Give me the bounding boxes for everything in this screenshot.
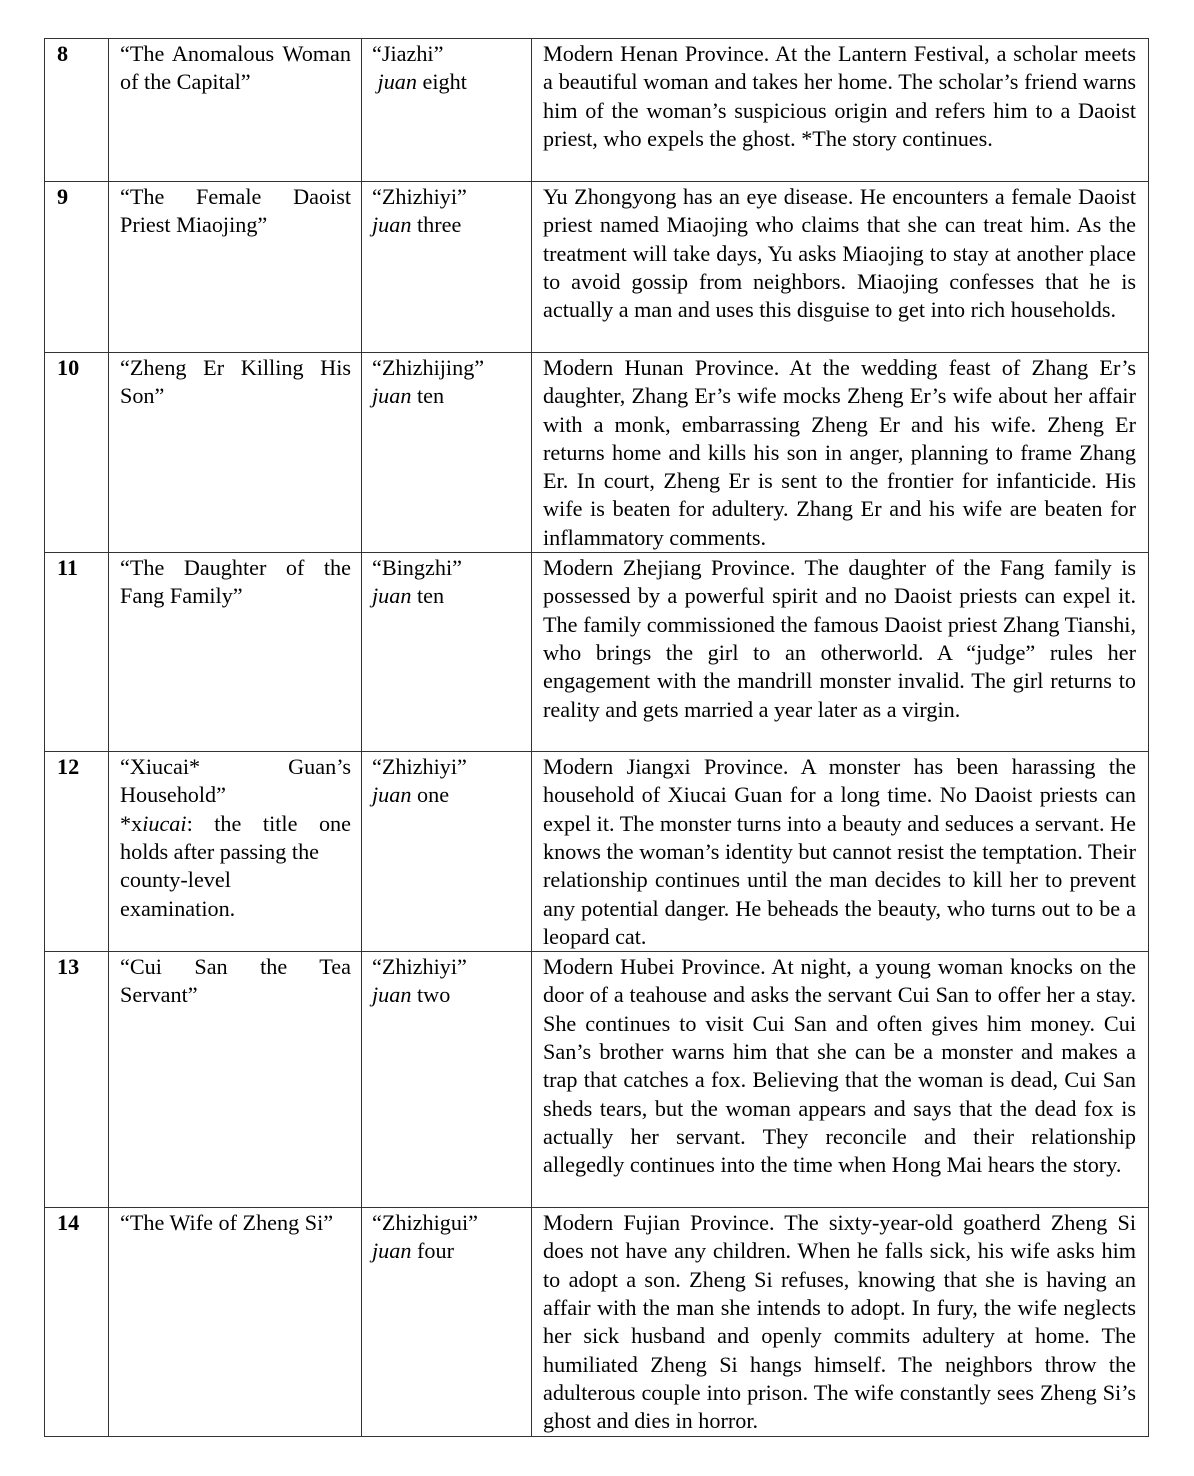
juan-label: juan [372, 1238, 412, 1264]
story-summary: Modern Hubei Province. At night, a young woman knocks on the door of a teahouse and asks the servant Cui San to offer her a stay. She continues to visit Cui San and often gives him money. Cui San’s brother warns him that she can be a monster and makes a trap that catches a fox. Believing that the woman is dead, Cui San sheds tears, but the woman appears and says that the dead fox is actually her servant. They reconcile and their relationship allegedly continues into the time when Hong Mai hears the story. [532, 952, 1149, 1208]
story-source [362, 353, 532, 553]
story-title-text: “The Female Daoist Priest Miaojing” [120, 184, 351, 238]
source-juan [372, 781, 520, 809]
story-summary: Modern Henan Province. At the Lantern Festival, a scholar meets a beautiful woman and takes her home. The scholar’s friend warns him of the woman’s suspicious origin and refers him to a Daoist priest, who expels the ghost. *The story continues. [532, 39, 1149, 182]
source-juan [372, 981, 520, 1009]
footnote-line: examination. [120, 895, 236, 921]
table-row [45, 39, 1149, 182]
juan-number: one [417, 782, 450, 808]
row-number: 13 [45, 952, 109, 1208]
story-title-text: “The Wife of Zheng Si” [120, 1210, 334, 1236]
juan-label: juan [372, 782, 412, 808]
table-row [45, 1208, 1149, 1436]
source-juan [372, 382, 520, 410]
table-row [45, 182, 1149, 353]
story-source [362, 752, 532, 952]
story-source [362, 1208, 532, 1436]
juan-label: juan [372, 212, 412, 238]
table-row [45, 752, 1149, 952]
story-title-text: “Cui San the Tea Servant” [120, 954, 351, 1008]
source-juan [372, 211, 520, 239]
row-number: 12 [45, 752, 109, 952]
story-title [109, 952, 362, 1208]
footnote-prefix: *x [120, 810, 143, 836]
row-number: 10 [45, 353, 109, 553]
juan-number: ten [417, 383, 445, 409]
source-name: “Zhizhigui” [372, 1210, 478, 1236]
juan-number: four [417, 1238, 454, 1264]
story-summary: Modern Jiangxi Province. A monster has been harassing the household of Xiucai Guan for a long time. No Daoist priests can expel it. The monster turns into a beauty and seduces a servant. He knows the woman’s identity but cannot resist the temptation. Their relationship continues until the man decides to kill her to prevent any potential danger. He beheads the beauty, who turns out to be a leopard cat. [532, 752, 1149, 952]
story-title [109, 1208, 362, 1436]
story-source [362, 39, 532, 182]
story-title-text: “Zheng Er Killing His Son” [120, 355, 351, 409]
story-title-text: “Xiucai* Guan’s Household” [120, 754, 351, 808]
footnote-term: iucai [142, 810, 187, 836]
story-source [362, 553, 532, 752]
story-title [109, 752, 362, 952]
story-summary: Modern Hunan Province. At the wedding feast of Zhang Er’s daughter, Zhang Er’s wife mocks Zheng Er’s wife about her affair with a monk, embarrassing Zheng Er and his wife. Zheng Er returns home and kills his son in anger, planning to frame Zhang Er. In court, Zheng Er is sent to the frontier for infanticide. His wife is beaten for adultery. Zhang Er and his wife are beaten for inflammatory comments. [532, 353, 1149, 553]
juan-number: three [417, 212, 462, 238]
juan-label: juan [377, 69, 417, 95]
juan-number: eight [422, 69, 467, 95]
source-name: “Jiazhi” [372, 41, 444, 66]
source-juan [372, 582, 520, 610]
source-juan [372, 1237, 520, 1265]
footnote-text: : the title one holds after passing the [120, 810, 351, 864]
footnote-line: county-level [120, 867, 231, 893]
row-number: 8 [45, 39, 109, 182]
source-name: “Zhizhijing” [372, 355, 485, 380]
story-summary: Modern Fujian Province. The sixty-year-old goatherd Zheng Si does not have any children. When he falls sick, his wife asks him to adopt a son. Zheng Si refuses, knowing that she is having an affair with the man she intends to adopt. In fury, the wife neglects her sick husband and openly commits adultery at home. The humiliated Zheng Si hangs himself. The neighbors throw the adulterous couple into prison. The wife constantly sees Zheng Si’s ghost and dies in horror. [532, 1208, 1149, 1436]
row-number: 9 [45, 182, 109, 353]
story-source [362, 952, 532, 1208]
story-summary: Yu Zhongyong has an eye disease. He encounters a female Daoist priest named Miaojing who claims that she can treat him. As the treatment will take days, Yu asks Miaojing to stay at another place to avoid gossip from neighbors. Miaojing confesses that he is actually a man and uses this disguise to get into rich households. [532, 182, 1149, 353]
source-name: “Zhizhiyi” [372, 954, 467, 980]
row-number: 14 [45, 1208, 109, 1436]
row-number: 11 [45, 553, 109, 752]
story-title [109, 553, 362, 752]
source-name: “Bingzhi” [372, 555, 462, 581]
juan-label: juan [372, 383, 412, 409]
story-title [109, 39, 362, 182]
story-title [109, 182, 362, 353]
story-title-text: “The Anomalous Woman of the Capital” [120, 41, 351, 95]
juan-label: juan [372, 583, 412, 609]
story-summary: Modern Zhejiang Province. The daughter of the Fang family is possessed by a powerful spirit and no Daoist priests can expel it. The family commissioned the famous Daoist priest Zhang Tianshi, who brings the girl to an otherworld. A “judge” rules her engagement with the mandrill monster invalid. The girl returns to reality and gets married a year later as a virgin. [532, 553, 1149, 752]
juan-label: juan [372, 982, 412, 1008]
table-row [45, 353, 1149, 553]
source-name: “Zhizhiyi” [372, 184, 467, 209]
table-row [45, 553, 1149, 752]
story-title-text: “The Daughter of the Fang Family” [120, 555, 351, 609]
source-juan [372, 68, 520, 96]
story-title [109, 353, 362, 553]
juan-number: ten [417, 583, 445, 609]
table-row [45, 952, 1149, 1208]
title-footnote [120, 810, 351, 867]
juan-number: two [417, 982, 451, 1008]
source-name: “Zhizhiyi” [372, 754, 467, 780]
story-table [44, 38, 1149, 1437]
story-source [362, 182, 532, 353]
